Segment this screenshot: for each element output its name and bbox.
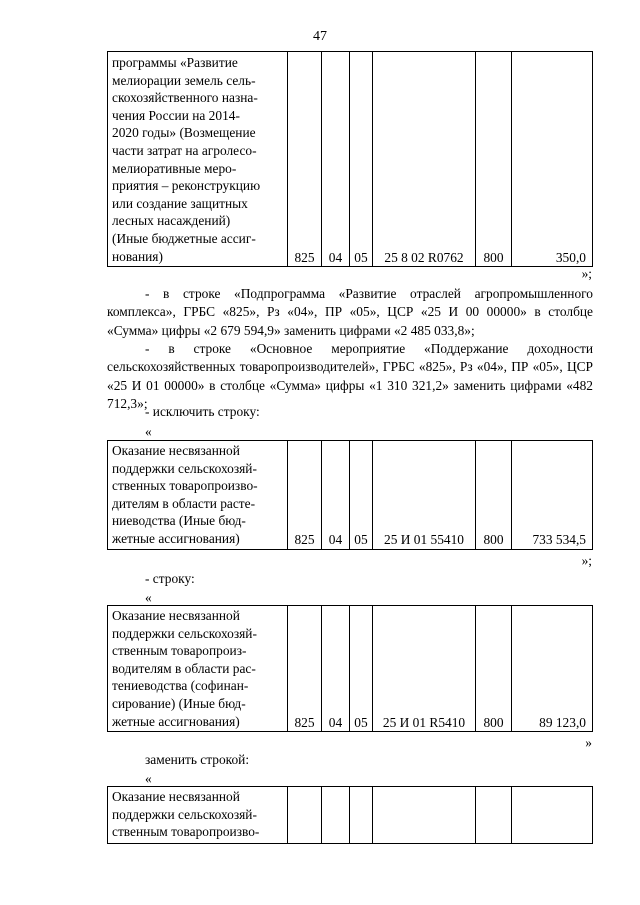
name-line: скохозяйственного назна-	[112, 90, 258, 106]
sum-cell	[512, 787, 593, 844]
name-line: или создание защитных	[112, 195, 248, 211]
pr-cell: 05	[350, 52, 373, 267]
paragraph-main-measure: - в строке «Основное мероприятие «Поддержание доходности сельскохозяйственных товаропроизводителей», ГРБС «825», Рз «04», ПР «05», ЦСР «25 И 01 00000» в столбце «Сумма» цифры «1 310 321,2» заменить цифрами «482 712,3»;	[107, 341, 593, 412]
grbs-cell: 825	[288, 606, 322, 732]
csr-cell	[373, 787, 476, 844]
pr-cell: 05	[350, 606, 373, 732]
row-name-cell	[108, 787, 288, 844]
budget-table-2	[107, 440, 593, 550]
name-line: Оказание несвязанной	[112, 443, 240, 458]
row-name-cell	[108, 441, 288, 550]
name-line: приятия – реконструкцию	[112, 178, 261, 194]
name-line: сирование) (Иные бюд-	[112, 695, 246, 711]
grbs-cell: 825	[288, 441, 322, 550]
name-line: ственным товаропроиз-	[112, 643, 247, 659]
name-line: нования)	[112, 248, 163, 264]
name-line: лесных насаждений)	[112, 213, 231, 229]
name-line: тениеводства (софинан-	[112, 678, 249, 694]
opening-quote: «	[145, 771, 152, 786]
csr-cell: 25 И 01 R5410	[373, 606, 476, 732]
csr-cell: 25 И 01 55410	[373, 441, 476, 550]
name-line: ственных товаропроизво-	[112, 478, 258, 494]
pr-cell	[350, 787, 373, 844]
page-number: 47	[313, 29, 327, 44]
rz-cell	[322, 787, 350, 844]
name-line: Оказание несвязанной	[112, 608, 240, 623]
table-row	[108, 441, 593, 550]
table-row	[108, 787, 593, 844]
name-line: части затрат на агролесо-	[112, 142, 257, 158]
closing-quote: »	[585, 735, 592, 750]
rz-cell: 04	[322, 606, 350, 732]
rz-cell: 04	[322, 52, 350, 267]
name-line: дителям в области расте-	[112, 495, 256, 511]
row-name-cell	[108, 52, 288, 267]
name-line: мелиоративные меро-	[112, 160, 237, 176]
table-row	[108, 606, 593, 732]
table-row	[108, 52, 593, 267]
vr-cell: 800	[476, 606, 512, 732]
sum-cell: 89 123,0	[512, 606, 593, 732]
name-line: поддержки сельскохозяй-	[112, 806, 257, 822]
name-line: поддержки сельскохозяй-	[112, 625, 257, 641]
vr-cell: 800	[476, 52, 512, 267]
opening-quote: «	[145, 590, 152, 605]
grbs-cell: 825	[288, 52, 322, 267]
name-line: 2020 годы» (Возмещение	[112, 125, 256, 141]
rz-cell: 04	[322, 441, 350, 550]
replace-label: заменить строкой:	[145, 752, 250, 767]
sum-cell: 350,0	[512, 52, 593, 267]
name-line: водителям в области рас-	[112, 660, 256, 676]
csr-cell: 25 8 02 R0762	[373, 52, 476, 267]
string-label: - строку:	[145, 571, 195, 586]
name-line: Оказание несвязанной	[112, 789, 240, 804]
grbs-cell	[288, 787, 322, 844]
paragraph-subprogram: - в строке «Подпрограмма «Развитие отраслей агропромышленного комплекса», ГРБС «825», Рз «04», ПР «05», ЦСР «25 И 00 00000» в столбце «Сумма» цифры «2 679 594,9» заменить цифрами «2 485 033,8»;	[107, 286, 593, 338]
pr-cell: 05	[350, 441, 373, 550]
vr-cell: 800	[476, 441, 512, 550]
exclude-label: - исключить строку:	[145, 404, 260, 419]
closing-quote: »;	[581, 553, 592, 568]
vr-cell	[476, 787, 512, 844]
row-name-cell	[108, 606, 288, 732]
name-line: ниеводства (Иные бюд-	[112, 513, 246, 529]
closing-quote: »;	[581, 266, 592, 281]
budget-table-1	[107, 51, 593, 267]
name-line: чения России на 2014-	[112, 107, 240, 123]
name-line: (Иные бюджетные ассиг-	[112, 230, 256, 246]
name-line: поддержки сельскохозяй-	[112, 460, 257, 476]
opening-quote: «	[145, 424, 152, 439]
sum-cell: 733 534,5	[512, 441, 593, 550]
name-line: ственным товаропроизво-	[112, 824, 260, 840]
budget-table-3	[107, 605, 593, 732]
name-line: программы «Развитие	[112, 55, 238, 70]
name-line: мелиорации земель сель-	[112, 72, 256, 88]
name-line: жетные ассигнования)	[112, 713, 240, 729]
budget-table-4	[107, 786, 593, 844]
name-line: жетные ассигнования)	[112, 530, 240, 546]
